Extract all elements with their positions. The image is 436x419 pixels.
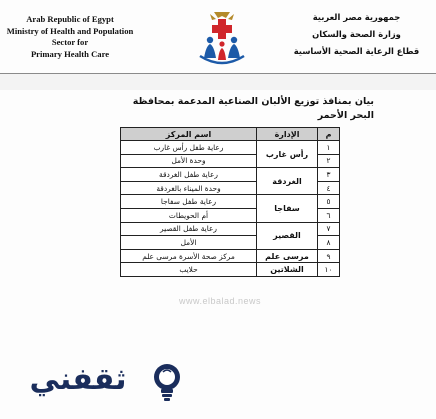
row-num: ٣ [318, 168, 340, 182]
row-center: مركز صحة الأسرة مرسى علم [121, 249, 257, 263]
english-header-line: Ministry of Health and Population [6, 25, 134, 36]
lightbulb-icon [150, 362, 184, 402]
row-num: ٩ [318, 249, 340, 263]
row-center: الأمل [121, 236, 257, 250]
header-admin: الإدارة [257, 128, 318, 141]
row-num: ١ [318, 141, 340, 155]
row-center: وحدة الميناء بالغردقة [121, 181, 257, 195]
watermark-site-url: www.elbalad.news [178, 296, 262, 306]
arabic-header-line: جمهورية مصر العربية [312, 12, 401, 22]
row-center: حلايب [121, 263, 257, 277]
row-center: وحدة الأمل [121, 154, 257, 168]
row-admin: القصير [257, 222, 318, 249]
table-header-row [121, 128, 340, 141]
table-row [121, 141, 340, 155]
row-num: ٢ [318, 154, 340, 168]
table-row [121, 249, 340, 263]
row-num: ٥ [318, 195, 340, 209]
header-num: م [318, 128, 340, 141]
ministry-of-health-logo-icon [190, 6, 254, 70]
row-center: رعاية طفل رأس غارب [121, 141, 257, 155]
row-num: ٧ [318, 222, 340, 236]
row-center: رعاية طفل الغردقة [121, 168, 257, 182]
arabic-header [289, 9, 424, 60]
watermark-band [0, 74, 436, 90]
row-center: رعاية طفل القصير [121, 222, 257, 236]
row-center: أم الحويطات [121, 208, 257, 222]
english-header-line: Sector for [51, 37, 89, 47]
row-admin: الغردقة [257, 168, 318, 195]
row-num: ١٠ [318, 263, 340, 277]
arabic-header-line: وزارة الصحة والسكان [312, 29, 401, 39]
document-title: بيان بمنافذ توزيع الألبان الصناعية المدعمة بمحافظة البحر الأحمر [132, 96, 374, 121]
english-header-line: Primary Health Care [30, 48, 110, 59]
header-center: اسم المركز [121, 128, 257, 141]
row-admin: رأس غارب [257, 141, 318, 168]
row-admin: الشلاتين [257, 263, 318, 277]
distribution-table [120, 127, 340, 277]
arabic-header-line: قطاع الرعاية الصحية الأساسية [293, 46, 420, 56]
brand-logo-text: ثقفني [29, 362, 127, 397]
english-header-line: Arab Republic of Egypt [26, 14, 114, 24]
row-num: ٨ [318, 236, 340, 250]
row-num: ٤ [318, 181, 340, 195]
table-row [121, 222, 340, 236]
row-admin: سفاجا [257, 195, 318, 222]
row-center: رعاية طفل سفاجا [121, 195, 257, 209]
english-header [0, 14, 140, 60]
row-admin: مرسى علم [257, 249, 318, 263]
table-row [121, 195, 340, 209]
row-num: ٦ [318, 208, 340, 222]
table-row [121, 263, 340, 277]
table-row [121, 168, 340, 182]
